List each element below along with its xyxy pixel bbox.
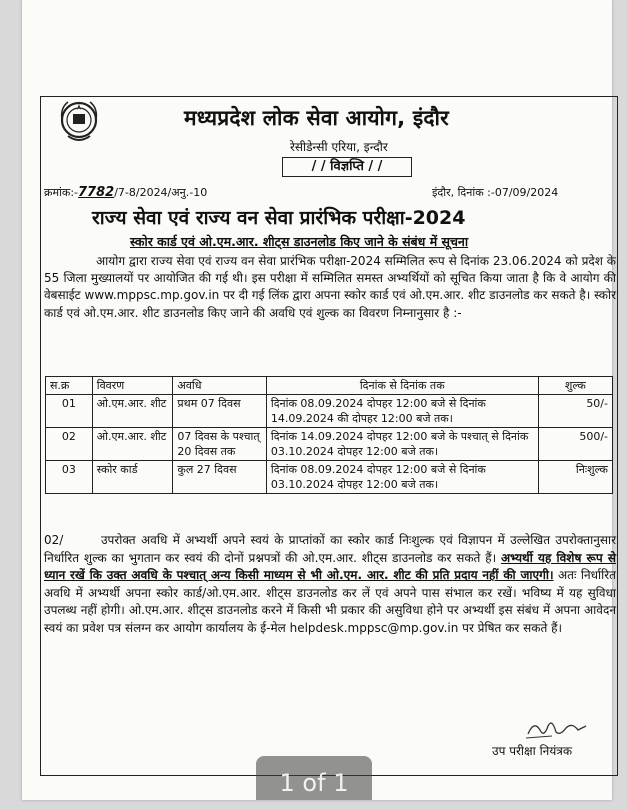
para-text-1: उपरोक्त अवधि में अभ्यर्थी अपने स्वयं के प्राप्तांकों का स्कोर कार्ड निःशुल्क एवं विज्ञापन में उल्लेखित उपरोक्तानुसार निर्धारित शुल्क का भुगतान कर स्वयं की दोनों प्रश्नपत्रों की ओ.एम.आर. शीट्स डाउनलोड कर सकते हैं। <box>44 533 617 565</box>
cell-period: कुल 27 दिवस <box>173 461 266 494</box>
cell-dates: दिनांक 14.09.2024 दोपहर 12:00 बजे के पश्चात् से दिनांक 03.10.2024 दोपहर 12:00 बजे तक। <box>266 428 538 461</box>
ref-suffix: /7-8/2024/अनु.-10 <box>114 186 208 199</box>
ref-number-handwritten: 7782 <box>78 185 115 200</box>
table-header-row <box>46 377 613 395</box>
cell-fee: निःशुल्क <box>538 461 612 494</box>
table-row <box>46 461 613 494</box>
org-address: रेसीडेन्सी एरिया, इन्दौर <box>290 140 388 154</box>
org-name: मध्यप्रदेश लोक सेवा आयोग, इंदौर <box>184 106 449 130</box>
col-header-description: विवरण <box>92 377 173 395</box>
col-header-period: अवधि <box>173 377 266 395</box>
cell-dates: दिनांक 08.09.2024 दोपहर 12:00 बजे से दिनांक 14.09.2024 की दोपहर 12:00 बजे तक। <box>266 395 538 428</box>
table-row <box>46 395 613 428</box>
ref-label: क्रमांक:- <box>44 186 78 199</box>
exam-title: राज्य सेवा एवं राज्य वन सेवा प्रारंभिक परीक्षा-2024 <box>92 207 466 229</box>
reference-number <box>44 185 207 200</box>
cell-serial: 02 <box>46 428 93 461</box>
document-page <box>22 0 617 800</box>
cell-description: स्कोर कार्ड <box>92 461 173 494</box>
instructions-paragraph <box>44 532 616 637</box>
col-header-dates: दिनांक से दिनांक तक <box>266 377 538 395</box>
issue-date: इंदौर, दिनांक :-07/09/2024 <box>432 186 559 199</box>
signature-mark <box>522 716 592 742</box>
cell-description: ओ.एम.आर. शीट <box>92 395 173 428</box>
para-emphasis: अभ्यर्थी यह विशेष रूप से ध्यान रखें कि उक्त अवधि के पश्चात् अन्य किसी माध्यम से भी ओ.एम. आर. शीट की प्रति प्रदाय नहीं की जाएगी। <box>44 550 616 582</box>
cell-description: ओ.एम.आर. शीट <box>92 428 173 461</box>
cell-fee: 50/- <box>538 395 612 428</box>
para-text-2: अतः निर्धारित अवधि में अभ्यर्थी अपना स्कोर कार्ड/ओ.एम.आर. शीट्स डाउनलोड कर लें एवं अपने पास संभाल कर रखें। भविष्य में यह सुविधा उपलब्ध नहीं होगी। ओ.एम.आर. शीट्स डाउनलोड करने में किसी भी प्रकार की असुविधा होने पर अभ्यर्थी इस संबंध में अपना आवेदन स्वयं का प्रवेश पत्र संलग्न कर आयोग कार्यालय के ई-मेल helpdesk.mppsc@mp.gov.in पर प्रेषित कर सकते हैं। <box>44 568 617 635</box>
fee-schedule-table <box>45 376 613 494</box>
cell-period: प्रथम 07 दिवस <box>173 395 266 428</box>
cell-fee: 500/- <box>538 428 612 461</box>
subject-line: स्कोर कार्ड एवं ओ.एम.आर. शीट्स डाउनलोड किए जाने के संबंध में सूचना <box>130 234 469 249</box>
cell-period: 07 दिवस के पश्चात् 20 दिवस तक <box>173 428 266 461</box>
cell-dates: दिनांक 08.09.2024 दोपहर 12:00 बजे से दिनांक 03.10.2024 दोपहर 12:00 बजे तक। <box>266 461 538 494</box>
cell-serial: 01 <box>46 395 93 428</box>
cell-serial: 03 <box>46 461 93 494</box>
mppsc-emblem-icon <box>58 98 100 146</box>
table-row <box>46 428 613 461</box>
notice-label: / / विज्ञप्ति / / <box>282 157 412 177</box>
col-header-fee: शुल्क <box>538 377 612 395</box>
col-header-serial: स.क्र <box>46 377 93 395</box>
intro-text: आयोग द्वारा राज्य सेवा एवं राज्य वन सेवा प्रारंभिक परीक्षा-2024 सम्मिलित रूप से दिनांक 23.06.2024 को प्रदेश के 55 जिला मुख्यालयों पर आयोजित की गई थी। इस परीक्षा में सम्मिलित समस्त अभ्यर्थियों को सूचित किया जाता है कि वे आयोग की वेबसाईट www.mppsc.mp.gov.in पर दी गई लिंक द्वारा अपना स्कोर कार्ड एवं ओ.एम.आर. शीट डाउनलोड कर सकते है। स्कोर कार्ड एवं ओ.एम.आर. शीट डाउनलोड किए जाने की अवधि एवं शुल्क का विवरण निम्नानुसार है :- <box>44 254 616 320</box>
signatory-designation: उप परीक्षा नियंत्रक <box>492 744 573 758</box>
para-number: 02/ <box>44 533 64 547</box>
intro-paragraph <box>44 253 616 322</box>
page-indicator: 1 of 1 <box>256 756 372 800</box>
